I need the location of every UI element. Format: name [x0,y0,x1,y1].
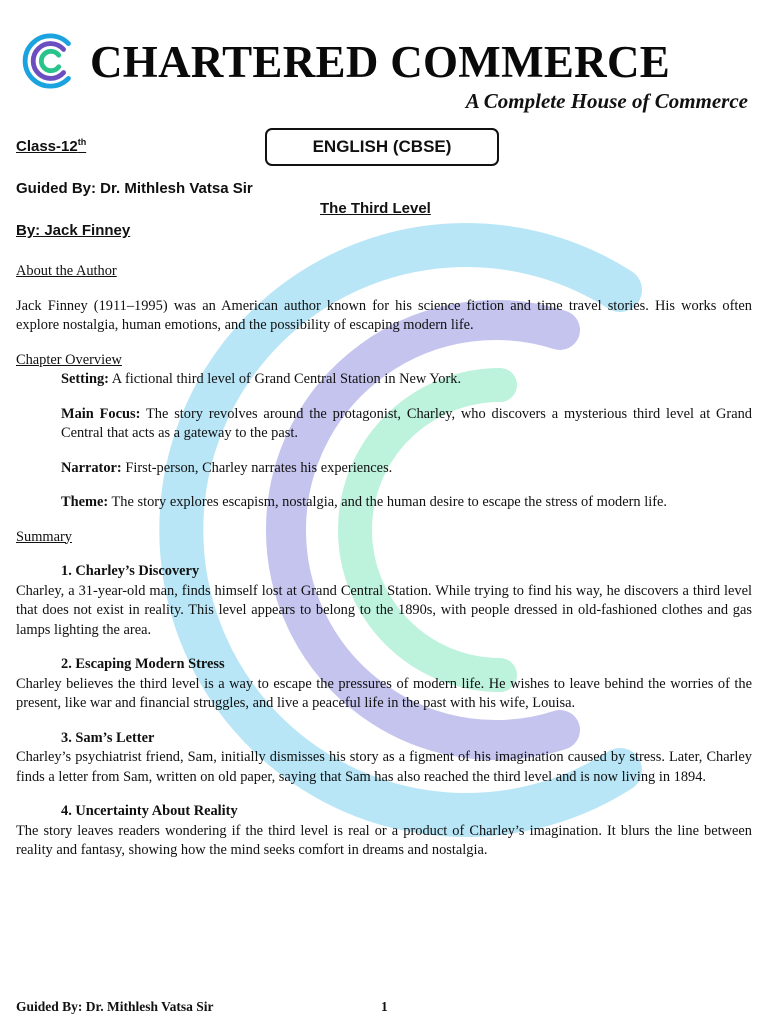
brand-tagline: A Complete House of Commerce [465,89,748,113]
summary-section-text: The story leaves readers wondering if the third level is real or a product of Charley’s imagination. It blurs the line between reality and fantasy, showing how the mind seeks comfort in dreams and nostalgia. [16,822,752,858]
chapter-title: The Third Level [320,200,431,217]
summary-section-text: Charley’s psychiatrist friend, Sam, initially dismisses his story as a figment of his imagination caused by stress. Later, Charley finds a letter from Sam, written on old paper, saying that Sam has also reached the third level and is now living in 1894. [16,749,752,785]
brand-logo-icon [22,32,80,90]
summary-section-title: 4. Uncertainty About Reality [61,803,238,819]
author-byline: By: Jack Finney [16,222,131,239]
overview-heading: Chapter Overview [16,351,122,368]
footer-guided-by: Guided By: Dr. Mithlesh Vatsa Sir [16,999,214,1014]
summary-section-title: 2. Escaping Modern Stress [61,656,225,672]
summary-section-title: 1. Charley’s Discovery [61,563,200,579]
about-paragraph: Jack Finney (1911–1995) was an American author known for his science fiction and time travel stories. His works often explore nostalgia, human emotions, and the possibility of escaping modern life. [16,297,752,333]
summary-section-text: Charley believes the third level is a way to escape the pressures of modern life. He wishes to leave behind the worries of the present, like war and financial struggles, and live a peaceful life in the past with his wife, Louisa. [16,675,752,711]
page-number: 1 [381,999,388,1014]
overview-item-setting: Setting: A fictional third level of Grand Central Station in New York. [61,371,462,387]
document-body [16,262,752,861]
summary-section-title: 3. Sam’s Letter [61,729,155,746]
overview-item-narrator: Narrator: First-person, Charley narrates his experiences. [61,459,393,476]
subject-badge: ENGLISH (CBSE) [265,128,499,166]
guided-by-label: Guided By: Dr. Mithlesh Vatsa Sir [16,180,253,197]
summary-section-text: Charley, a 31-year-old man, finds himself lost at Grand Central Station. While trying to find his way, he discovers a third level that does not exist in reality. This level appears to belong to the 1890s, with people dressed in old-fashioned clothes and gas lamps lighting the area. [16,582,752,638]
overview-item-main-focus: Main Focus: The story revolves around the protagonist, Charley, who discovers a mysterious third level at Grand Central that acts as a gateway to the past. [61,405,752,441]
summary-heading: Summary [16,528,72,545]
class-label: Class-12th [16,137,87,155]
overview-item-theme: Theme: The story explores escapism, nostalgia, and the human desire to escape the stress of modern life. [61,494,667,510]
about-heading: About the Author [16,263,117,279]
brand-title: CHARTERED COMMERCE [90,37,671,87]
